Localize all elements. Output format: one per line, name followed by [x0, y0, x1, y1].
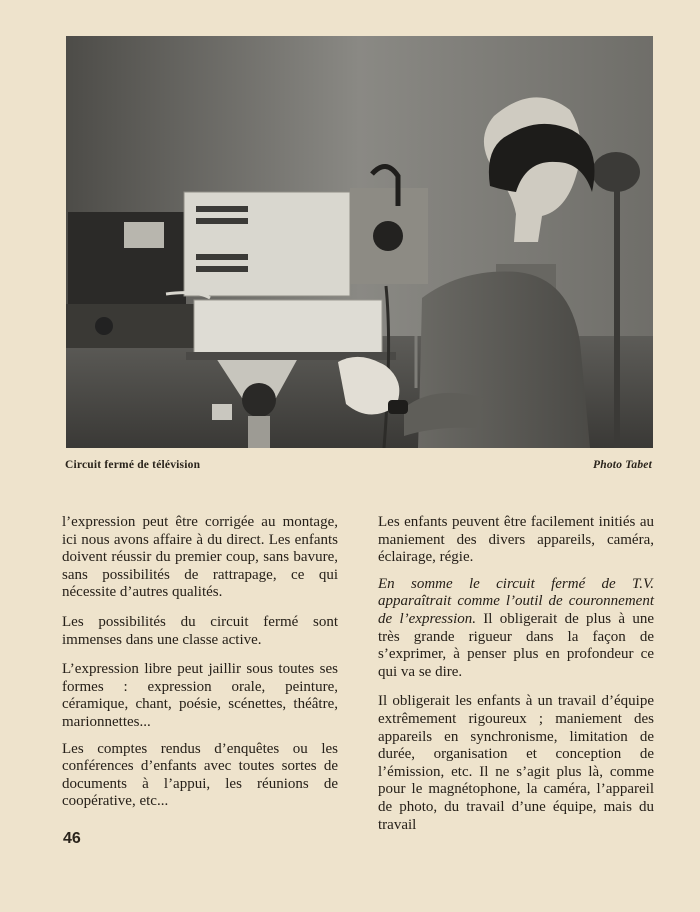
paragraph: Les possibilités du circuit fermé sont immenses dans une classe active.: [62, 613, 338, 648]
page-number: 46: [63, 830, 81, 847]
left-text-column: [62, 514, 338, 823]
paragraph: Les enfants peuvent être facilement initiés au maniement des divers appareils, caméra, éclairage, régie.: [378, 514, 654, 566]
paragraph-text: Il obligerait de plus à une très grande rigueur dans la façon de s’exprimer, à penser plus en profondeur ce qui va se dire.: [378, 610, 654, 680]
paragraph: l’expression peut être corrigée au montage, ici nous avons affaire à du direct. Les enfants doivent réussir du premier coup, sans bavure, sans possibilités de rattrapage, ce qui nécessite d’autres qualités.: [62, 514, 338, 601]
right-text-column: [378, 514, 654, 846]
photo-tv-camera-student: [66, 36, 653, 448]
photo-credit: Photo Tabet: [593, 459, 652, 471]
emphasis-text: En somme le circuit fermé de T.V. apparaîtrait comme l’outil de couronnement de l’expression.: [378, 575, 654, 627]
photo-illustration: [66, 36, 653, 448]
paragraph: Il obligerait les enfants à un travail d’équipe extrêmement rigoureux ; maniement des appareils en synchronisme, limitation de durée, organisation et conception de l’émission, etc. Il ne s’agit plus là, comme pour le magnétophone, la caméra, l’appareil de photo, du travail d’une équipe, mais du travail: [378, 693, 654, 833]
paragraph: Les comptes rendus d’enquêtes ou les conférences d’enfants avec toutes sortes de documents à l’appui, les réunions de coopérative, etc...: [62, 740, 338, 810]
paragraph: L’expression libre peut jaillir sous toutes ses formes : expression orale, peinture, céramique, chant, poésie, scénettes, théâtre, marionnettes...: [62, 661, 338, 730]
photo-caption: Circuit fermé de télévision: [65, 459, 201, 471]
paragraph: [378, 576, 654, 682]
